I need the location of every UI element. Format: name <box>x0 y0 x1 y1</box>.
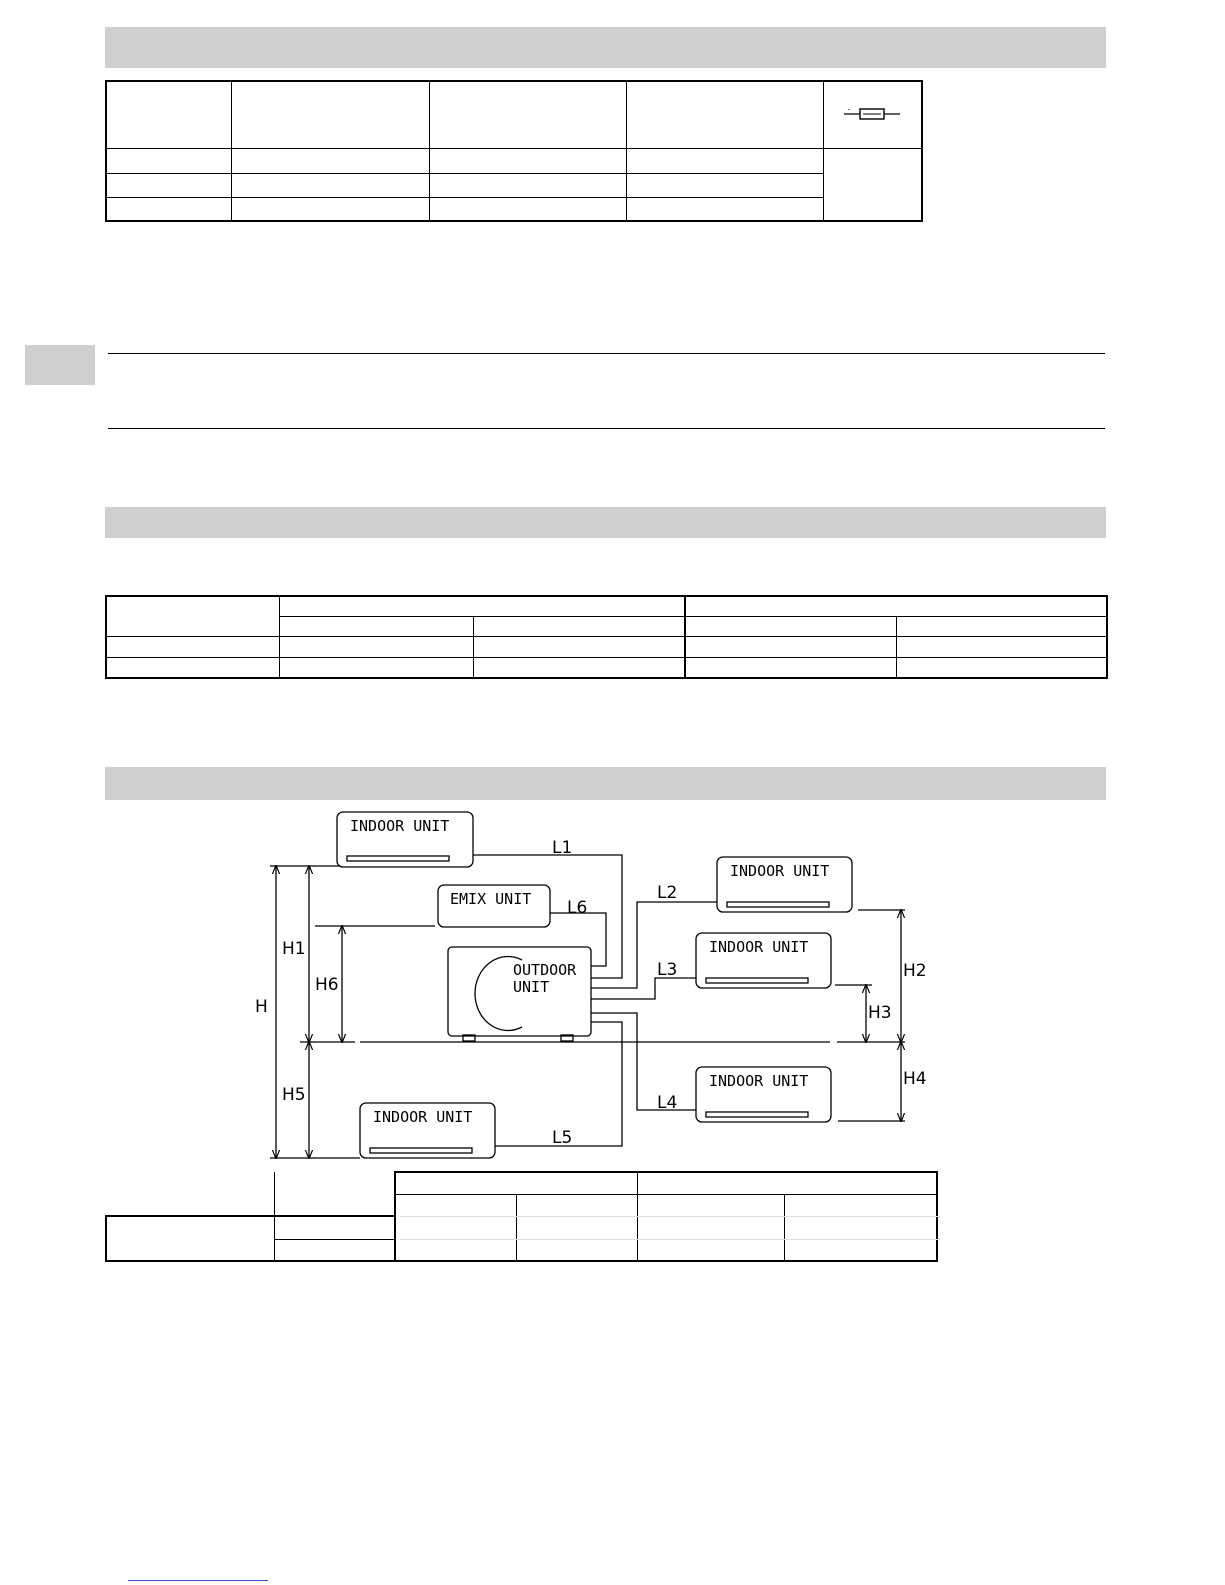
pipe-label-l5: L5 <box>552 1128 573 1148</box>
limits-table-group-header <box>637 1172 937 1194</box>
limits-table-cell <box>274 1239 395 1261</box>
height-label-h: H <box>255 997 268 1017</box>
indoor-unit-label: INDOOR UNIT <box>709 938 809 956</box>
limits-table-cell <box>516 1194 637 1261</box>
pipe-label-l4: L4 <box>657 1093 678 1113</box>
limits-table-empty <box>274 1194 395 1216</box>
height-label-h1: H1 <box>282 939 306 959</box>
limits-table-empty <box>106 1194 274 1216</box>
indoor-unit-label: INDOOR UNIT <box>373 1108 473 1126</box>
height-label-h2: H2 <box>903 961 927 981</box>
pipe-label-l2: L2 <box>657 883 678 903</box>
pipe-l6 <box>550 913 606 966</box>
limits-table-faint-rule <box>400 1216 940 1217</box>
footer-link-underline[interactable] <box>128 1580 268 1581</box>
height-label-h3: H3 <box>868 1003 892 1023</box>
limits-table-cell <box>784 1194 937 1261</box>
pipe-label-l3: L3 <box>657 960 678 980</box>
pipe-label-l6: L6 <box>567 898 588 918</box>
pipe-label-l1: L1 <box>552 838 573 858</box>
outdoor-unit-label: OUTDOOR <box>513 961 577 979</box>
limits-table-empty <box>274 1172 395 1194</box>
indoor-unit-label: INDOOR UNIT <box>730 862 830 880</box>
limits-table-cell <box>637 1194 784 1261</box>
pipe-l4 <box>591 1013 696 1110</box>
height-label-h4: H4 <box>903 1069 927 1089</box>
height-label-h5: H5 <box>282 1085 306 1105</box>
indoor-unit-label: INDOOR UNIT <box>350 817 450 835</box>
outdoor-unit-label: UNIT <box>513 978 550 996</box>
limits-table-group-header <box>395 1172 637 1194</box>
limits-table-empty <box>106 1172 274 1194</box>
limits-table-cell <box>395 1194 516 1261</box>
indoor-unit-label: INDOOR UNIT <box>709 1072 809 1090</box>
limits-table-cell <box>274 1216 395 1239</box>
emix-unit-label: EMIX UNIT <box>450 890 532 908</box>
limits-table-faint-rule <box>400 1239 940 1240</box>
height-label-h6: H6 <box>315 975 339 995</box>
pipe-l2 <box>591 902 717 988</box>
limits-table-row-header <box>106 1216 274 1261</box>
